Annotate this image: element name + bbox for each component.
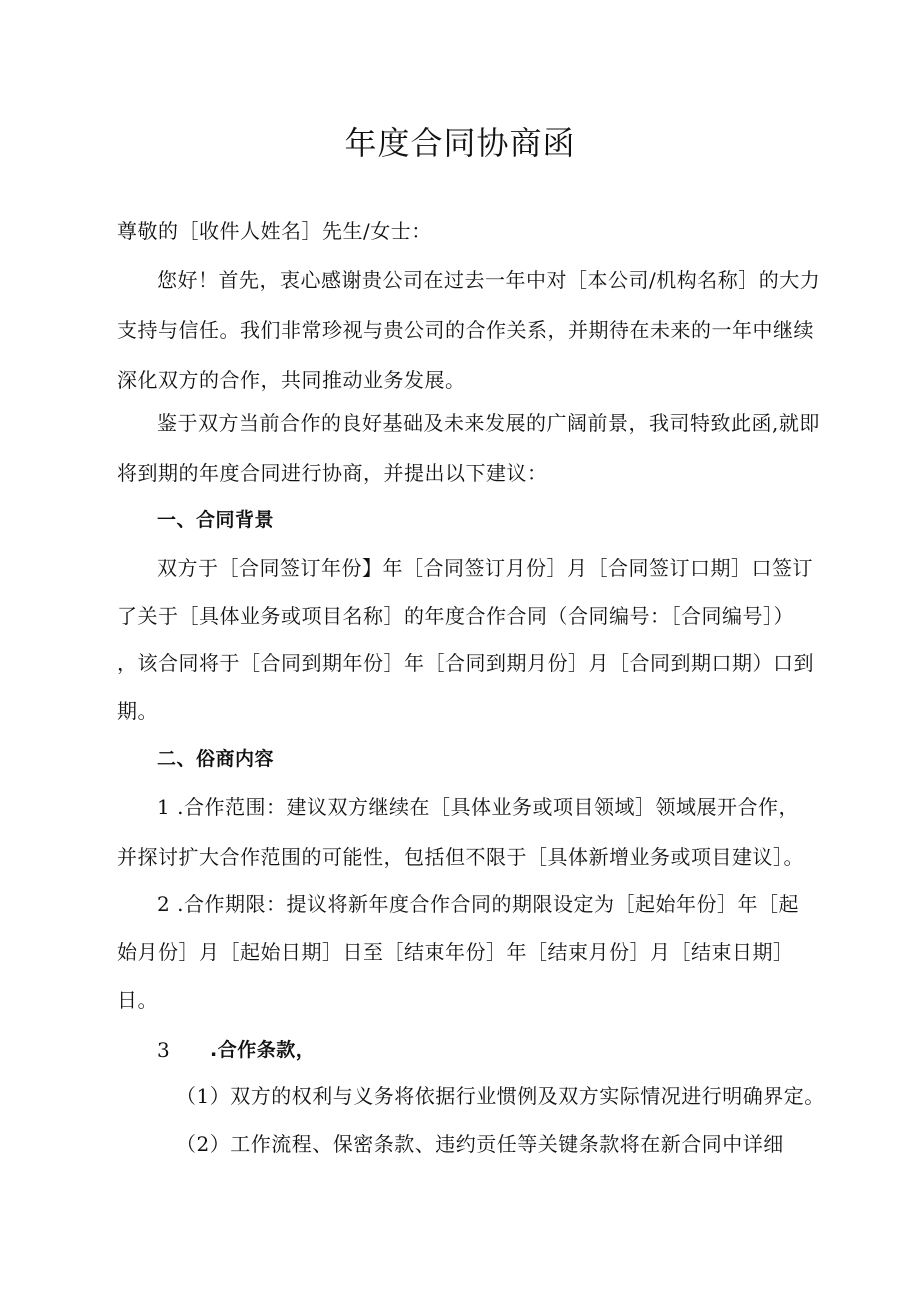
- list-item-term-cont: 日。: [117, 988, 158, 1012]
- sub-item-1: （1）双方的权利与义务将依据行业惯例及双方实际情况进行明确界定。: [176, 1084, 825, 1108]
- list-item-term-cont: 始月份］月［起始日期］日至［结束年份］年［结束月份］月［结束日期］: [117, 940, 794, 964]
- document-title: 年度合同协商函: [344, 124, 576, 162]
- paragraph-line: 您好！首先，衷心感谢贵公司在过去一年中对［本公司/机构名称］的大力: [157, 268, 821, 292]
- salutation: 尊敬的［收件人姓名］先生/女士：: [117, 219, 432, 243]
- section-line: 了关于［具体业务或项目名称］的年度合作合同（合同编号：［合同编号］）: [117, 604, 794, 628]
- section-line: ，该合同将于［合同到期年份］年［合同到期月份］月［合同到期口期）口到: [117, 651, 814, 675]
- section-heading-background: 一、合同背景: [157, 509, 275, 531]
- paragraph-line: 支持与信任。我们非常珍视与贵公司的合作关系，并期待在未来的一年中继续: [117, 318, 814, 342]
- sub-item-2: （2）工作流程、保密条款、违约贡任等关键条款将在新合同中详细: [176, 1132, 784, 1156]
- list-item-scope-cont: 并探讨扩大合作范围的可能性，包括但不限于［具体新增业务或项目建议］。: [117, 845, 804, 869]
- list-item-term: 2 .合作期限：提议将新年度合作合同的期限设定为［起始年份］年［起: [157, 892, 799, 916]
- list-item-scope: 1 .合作范围：建议双方继续在［具体业务或项目领域］领域展开合作，: [157, 795, 799, 819]
- list-item-terms-label: .合作条款，: [210, 1039, 316, 1061]
- paragraph-line: 将到期的年度合同进行协商，并提出以下建议：: [117, 461, 548, 485]
- list-item-terms-number: 3: [157, 1038, 171, 1062]
- section-line: 双方于［合同签订年份】年［合同签订月份］月［合同签订口期］口签订: [157, 556, 813, 580]
- section-heading-content: 二、俗商内容: [157, 748, 275, 770]
- paragraph-line: 深化双方的合作，共同推动业务发展。: [117, 368, 466, 392]
- paragraph-line: 鉴于双方当前合作的良好基础及未来发展的广阔前景，我司特致此函,就即: [157, 411, 820, 435]
- section-line: 期。: [117, 699, 158, 723]
